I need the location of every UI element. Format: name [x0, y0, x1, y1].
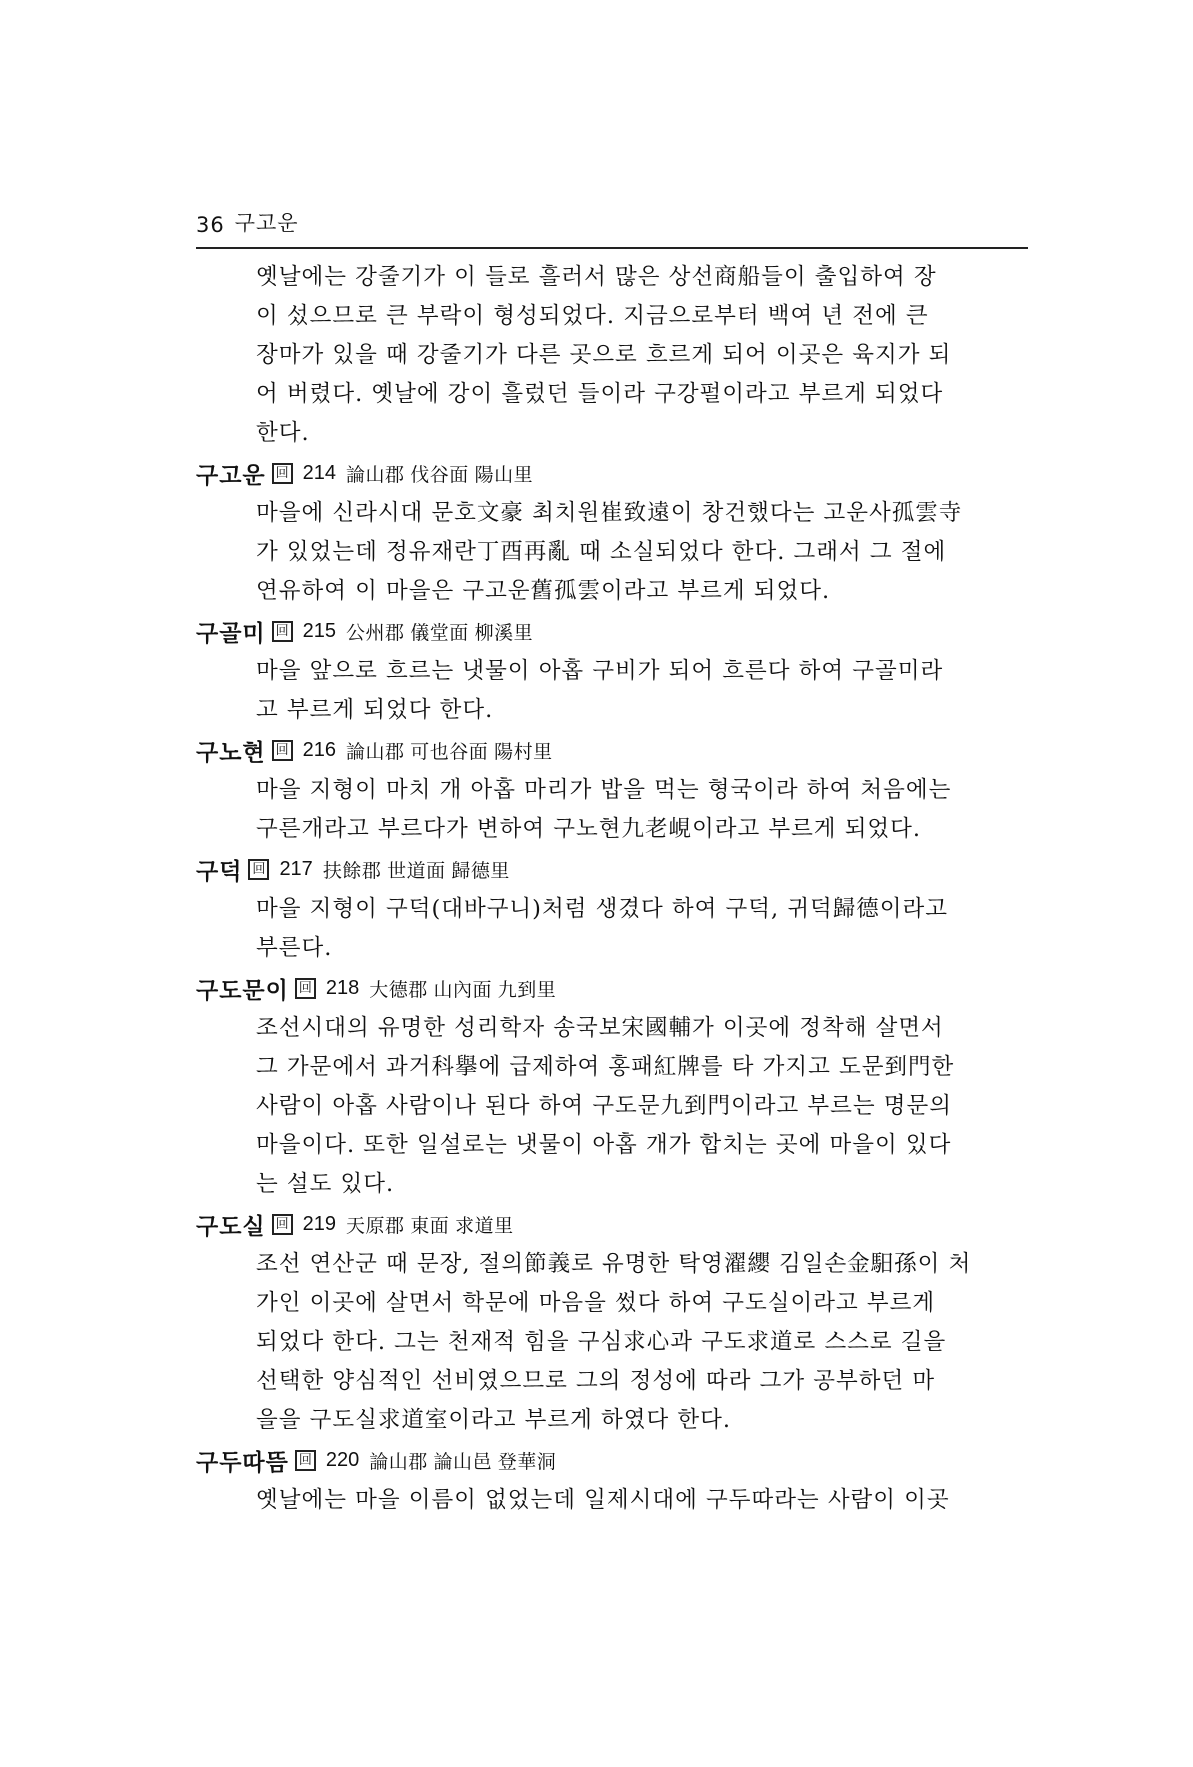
entry-number: 216	[302, 739, 337, 761]
entry	[196, 1204, 1036, 1440]
entry	[196, 968, 1036, 1204]
text-line: 마을이다. 또한 일설로는 냇물이 아홉 개가 합치는 곳에 마을이 있다	[256, 1132, 952, 1158]
text-line: 이 섰으므로 큰 부락이 형성되었다. 지금으로부터 백여 년 전에 큰	[256, 303, 929, 329]
text-line: 조선 연산군 때 문장, 절의節義로 유명한 탁영濯纓 김일손金馹孫이 처	[256, 1251, 972, 1277]
village-mark-icon: 回	[295, 1450, 316, 1471]
text-line: 부른다.	[256, 935, 333, 961]
text-line: 한다.	[256, 420, 310, 446]
page-number: 36	[196, 213, 225, 237]
text-line: 마을 지형이 마치 개 아홉 마리가 밥을 먹는 형국이라 하여 처음에는	[256, 777, 952, 803]
entry-description	[256, 494, 1036, 611]
entry-heading	[196, 1440, 1036, 1481]
page-body	[196, 258, 1036, 1520]
entry-description	[256, 890, 1036, 968]
entry-headword: 구덕	[196, 859, 243, 885]
intro-paragraph	[256, 258, 1036, 453]
entry-description	[256, 1245, 1036, 1440]
entry	[196, 1440, 1036, 1520]
text-line: 마을 지형이 구덕(대바구니)처럼 생겼다 하여 구덕, 귀덕歸德이라고	[256, 896, 948, 922]
village-mark-icon: 回	[272, 1214, 293, 1235]
entry-number: 220	[325, 1449, 360, 1471]
text-line: 연유하여 이 마을은 구고운舊孤雲이라고 부르게 되었다.	[256, 578, 831, 604]
entry-heading	[196, 453, 1036, 494]
entry-number: 214	[302, 462, 337, 484]
entry-heading	[196, 968, 1036, 1009]
village-mark-icon: 回	[272, 740, 293, 761]
entry-location: 公州郡 儀堂面 柳溪里	[346, 623, 534, 644]
entry-headword: 구노현	[196, 740, 266, 766]
village-mark-icon: 回	[295, 978, 316, 999]
entry-number: 219	[302, 1213, 337, 1235]
village-mark-icon: 回	[272, 621, 293, 642]
entry-location: 天原郡 東面 求道里	[346, 1216, 514, 1237]
entry-headword: 구골미	[196, 621, 266, 647]
entry	[196, 611, 1036, 730]
entry-number: 218	[325, 977, 360, 999]
entry-heading	[196, 849, 1036, 890]
text-line: 가 있었는데 정유재란丁酉再亂 때 소실되었다 한다. 그래서 그 절에	[256, 539, 947, 565]
text-line: 그 가문에서 과거科擧에 급제하여 홍패紅牌를 타 가지고 도문到門한	[256, 1054, 955, 1080]
entry-description	[256, 1481, 1036, 1520]
text-line: 는 설도 있다.	[256, 1171, 395, 1197]
entry	[196, 730, 1036, 849]
text-line: 조선시대의 유명한 성리학자 송국보宋國輔가 이곳에 정착해 살면서	[256, 1015, 944, 1041]
entry-location: 論山郡 伐谷面 陽山里	[346, 465, 534, 486]
entry-description	[256, 771, 1036, 849]
text-line: 되었다 한다. 그는 천재적 힘을 구심求心과 구도求道로 스스로 길을	[256, 1329, 947, 1355]
text-line: 선택한 양심적인 선비였으므로 그의 정성에 따라 그가 공부하던 마	[256, 1368, 936, 1394]
running-title: 구고운	[234, 211, 299, 235]
entry	[196, 849, 1036, 968]
text-line: 구른개라고 부르다가 변하여 구노현九老峴이라고 부르게 되었다.	[256, 816, 922, 842]
entry-location: 論山郡 論山邑 登華洞	[369, 1452, 557, 1473]
entry	[196, 453, 1036, 611]
text-line: 옛날에는 강줄기가 이 들로 흘러서 많은 상선商船들이 출입하여 장	[256, 264, 937, 290]
entry-headword: 구도문이	[196, 978, 289, 1004]
entry-headword: 구고운	[196, 463, 266, 489]
entry-heading	[196, 611, 1036, 652]
entry-location: 大德郡 山內面 九到里	[369, 980, 557, 1001]
entry-number: 215	[302, 620, 337, 642]
entry-description	[256, 652, 1036, 730]
entry-headword: 구두따뜸	[196, 1450, 289, 1476]
entry-number: 217	[279, 858, 313, 880]
text-line: 마을에 신라시대 문호文豪 최치원崔致遠이 창건했다는 고운사孤雲寺	[256, 500, 963, 526]
village-mark-icon: 回	[248, 859, 269, 880]
text-line: 사람이 아홉 사람이나 된다 하여 구도문九到門이라고 부르는 명문의	[256, 1093, 952, 1119]
entry-location: 論山郡 可也谷面 陽村里	[346, 742, 553, 763]
text-line: 장마가 있을 때 강줄기가 다른 곳으로 흐르게 되어 이곳은 육지가 되	[256, 342, 952, 368]
text-line: 마을 앞으로 흐르는 냇물이 아홉 구비가 되어 흐른다 하여 구골미라	[256, 658, 944, 684]
text-line: 을을 구도실求道室이라고 부르게 하였다 한다.	[256, 1407, 732, 1433]
text-line: 어 버렸다. 옛날에 강이 흘렀던 들이라 구강펄이라고 부르게 되었다	[256, 381, 944, 407]
header-rule	[196, 247, 1028, 249]
text-line: 옛날에는 마을 이름이 없었는데 일제시대에 구두따라는 사람이 이곳	[256, 1487, 950, 1513]
text-line: 고 부르게 되었다 한다.	[256, 697, 494, 723]
text-line: 가인 이곳에 살면서 학문에 마음을 썼다 하여 구도실이라고 부르게	[256, 1290, 936, 1316]
entry-description	[256, 1009, 1036, 1204]
village-mark-icon: 回	[272, 463, 293, 484]
entry-headword: 구도실	[196, 1214, 266, 1240]
entry-heading	[196, 1204, 1036, 1245]
page-header	[196, 207, 1028, 237]
entry-heading	[196, 730, 1036, 771]
entry-location: 扶餘郡 世道面 歸德里	[322, 861, 510, 882]
